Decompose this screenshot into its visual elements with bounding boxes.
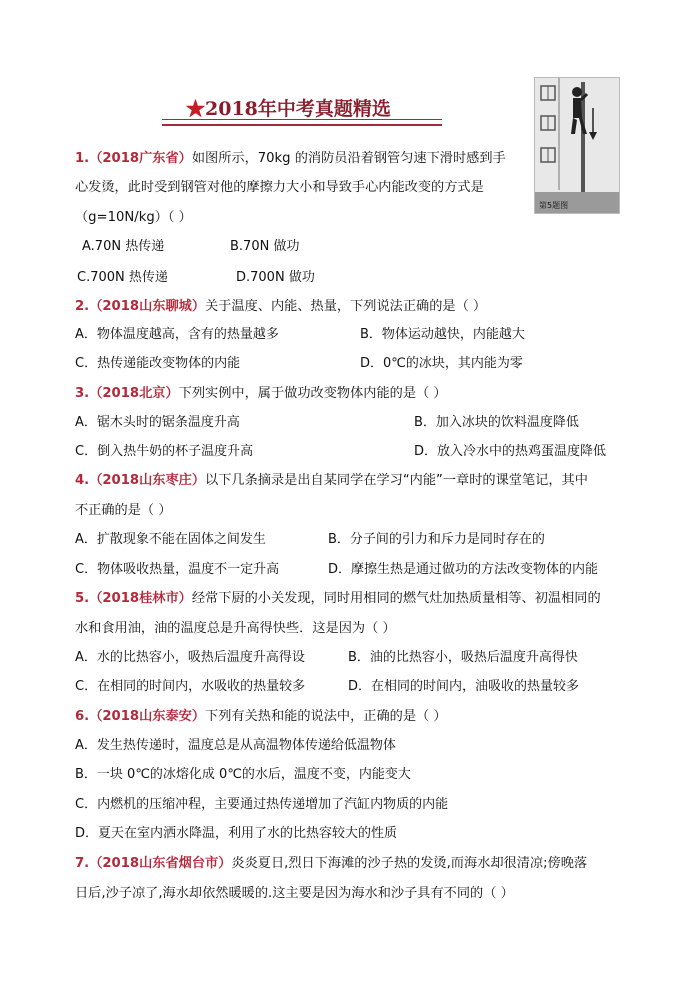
q6-option-a: A．发生热传递时，温度总是从高温物体传递给低温物体: [75, 738, 396, 753]
q6-source: （2018山东泰安）: [89, 709, 206, 724]
q2-option-b: B．物体运动越快，内能越大: [360, 327, 525, 342]
q1-number: 1.: [75, 151, 90, 166]
q1-option-d: D.700N 做功: [236, 270, 315, 285]
q2-number: 2.: [75, 299, 90, 314]
q4-line1: [75, 471, 588, 491]
q2-line1: [75, 297, 486, 317]
q1-line2: 心发烫，此时受到钢管对他的摩擦力大小和导致手心内能改变的方式是: [75, 180, 484, 195]
q1-option-c: C.700N 热传递: [77, 270, 168, 285]
firefighter-illustration: [535, 78, 619, 213]
q4-line2: 不正确的是（ ）: [75, 503, 172, 518]
q3-text1: 下列实例中，属于做功改变物体内能的是（ ）: [178, 386, 447, 401]
page-title: [186, 94, 391, 121]
q2-option-a: A．物体温度越高，含有的热量越多: [75, 327, 279, 342]
q3-number: 3.: [75, 386, 90, 401]
q7-line2: 日后,沙子凉了,海水却依然暖暖的.这主要是因为海水和沙子具有不同的（ ）: [75, 886, 514, 901]
q6-option-d: D．夏天在室内洒水降温，利用了水的比热容较大的性质: [75, 826, 398, 841]
q6-option-b: B．一块 0℃的冰熔化成 0℃的水后，温度不变，内能变大: [75, 767, 411, 782]
star-icon: ★: [186, 98, 206, 120]
q5-text1: 经常下厨的小关发现，同时用相同的燃气灶加热质量相等、初温相同的: [191, 591, 601, 606]
q3-source: （2018北京）: [89, 386, 179, 401]
q7-number: 7.: [75, 856, 90, 871]
q3-option-b: B．加入冰块的饮料温度降低: [414, 415, 579, 430]
q5-source: （2018桂林市）: [89, 591, 192, 606]
q6-number: 6.: [75, 709, 90, 724]
q5-option-b: B．油的比热容小，吸热后温度升高得快: [348, 650, 578, 665]
q7-text1: 炎炎夏日,烈日下海滩的沙子热的发烫,而海水却很清凉;傍晚落: [231, 856, 588, 871]
q3-option-a: A．锯木头时的锯条温度升高: [75, 415, 240, 430]
q4-text1: 以下几条摘录是出自某同学在学习“内能”一章时的课堂笔记，其中: [205, 473, 588, 488]
q1-line3: （g=10N/kg）（ ）: [75, 210, 192, 225]
q6-line1: [75, 707, 447, 727]
q1-source: （2018广东省）: [89, 151, 192, 166]
page-title-text: 2018年中考真题精选: [205, 98, 391, 120]
q1-option-b: B.70N 做功: [230, 239, 300, 254]
title-underline: [162, 119, 442, 126]
q5-line1: [75, 589, 601, 609]
q2-option-c: C．热传递能改变物体的内能: [75, 356, 241, 371]
q3-line1: [75, 384, 447, 404]
q5-option-d: D．在相同的时间内，油吸收的热量较多: [348, 679, 580, 694]
q4-option-d: D．摩擦生热是通过做功的方法改变物体的内能: [328, 562, 599, 577]
q3-option-d: D．放入冷水中的热鸡蛋温度降低: [414, 444, 607, 459]
q2-source: （2018山东聊城）: [89, 299, 206, 314]
q4-source: （2018山东枣庄）: [89, 473, 206, 488]
q5-option-a: A．水的比热容小，吸热后温度升高得设: [75, 650, 305, 665]
q2-text1: 关于温度、内能、热量，下列说法正确的是（ ）: [205, 299, 487, 314]
q1-line1: [75, 149, 506, 169]
q6-text1: 下列有关热和能的说法中，正确的是（ ）: [205, 709, 447, 724]
q7-source: （2018山东省烟台市）: [89, 856, 232, 871]
q5-line2: 水和食用油，油的温度总是升高得快些．这是因为（ ）: [75, 621, 396, 636]
q4-number: 4.: [75, 473, 90, 488]
q4-option-a: A．扩散现象不能在固体之间发生: [75, 532, 266, 547]
figure-caption: 第5题图: [539, 201, 569, 210]
q6-option-c: C．内燃机的压缩冲程，主要通过热传递增加了汽缸内物质的内能: [75, 797, 449, 812]
q5-option-c: C．在相同的时间内，水吸收的热量较多: [75, 679, 306, 694]
q3-option-c: C．倒入热牛奶的杯子温度升高: [75, 444, 254, 459]
q1-text1: 如图所示，70kg 的消防员沿着钢管匀速下滑时感到手: [191, 151, 506, 166]
q2-option-d: D．0℃的冰块，其内能为零: [360, 356, 523, 371]
q4-option-b: B．分子间的引力和斥力是同时存在的: [328, 532, 545, 547]
q7-line1: [75, 854, 587, 874]
q5-number: 5.: [75, 591, 90, 606]
firefighter-figure: [534, 77, 620, 214]
q4-option-c: C．物体吸收热量，温度不一定升高: [75, 562, 280, 577]
q1-option-a: A.70N 热传递: [82, 239, 165, 254]
